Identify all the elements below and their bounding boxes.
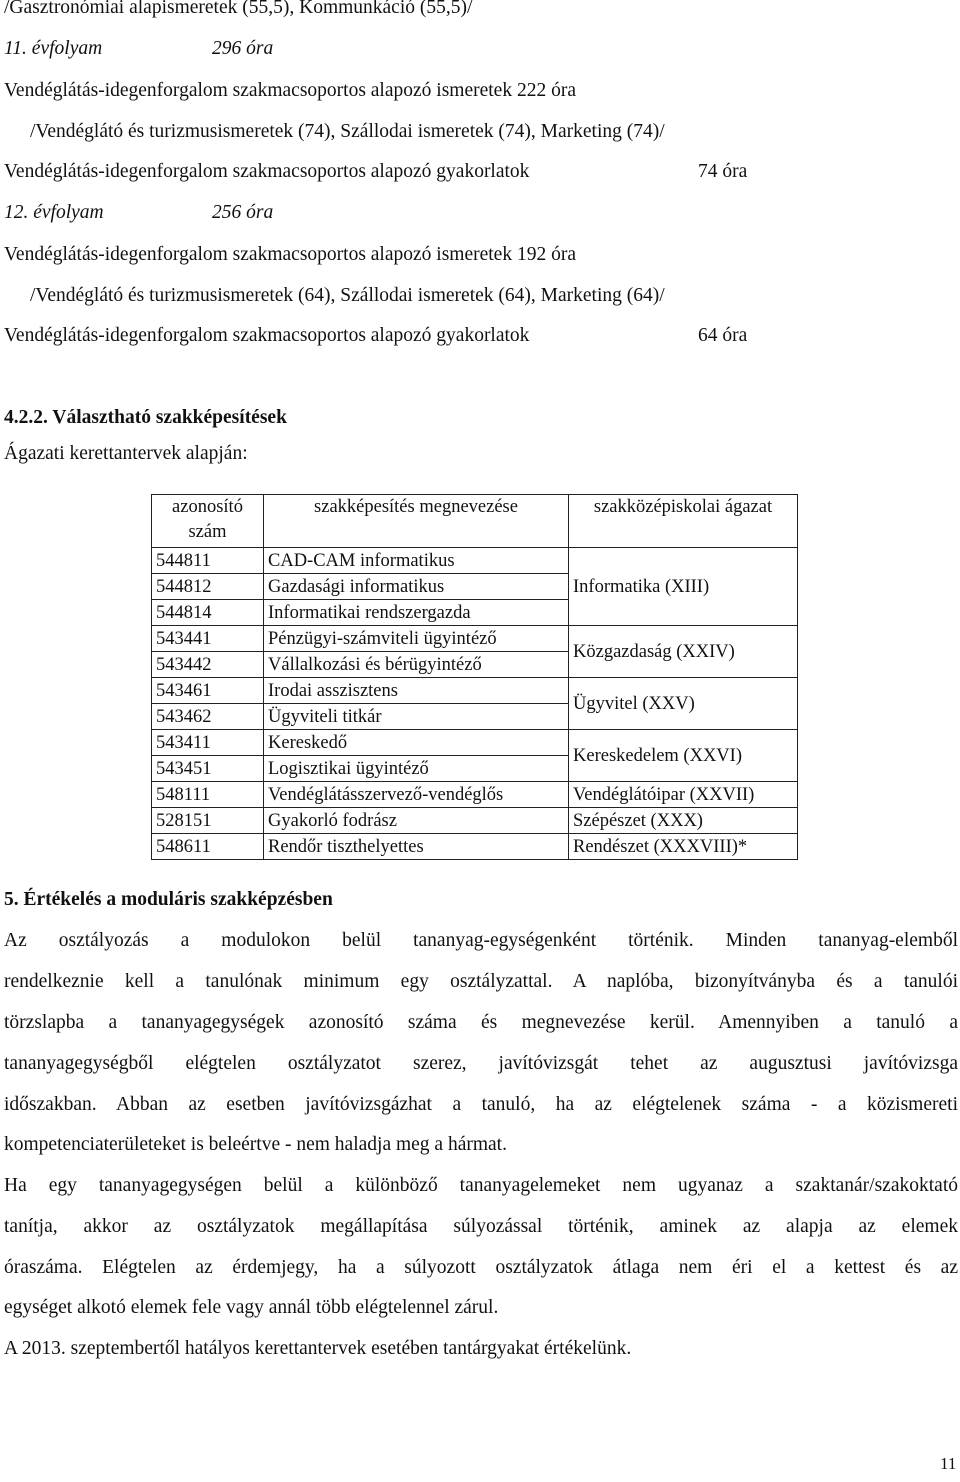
cell-name: Vendéglátásszervező-vendéglős (264, 782, 569, 808)
cell-name: Kereskedő (264, 730, 569, 756)
paragraph-3: A 2013. szeptembertől hatályos kerettantervek esetében tantárgyakat értékelünk. (4, 1338, 632, 1359)
table-row (152, 834, 798, 860)
grade-11-hours: 296 óra (212, 38, 274, 59)
paragraph-1-line: törzslapba a tananyagegységek azonosító száma és megnevezése kerül. Amennyiben a tanuló a (4, 1012, 958, 1033)
paragraph-1-line: rendelkeznie kell a tanulónak minimum egy osztályzattal. A naplóba, bizonyítványba és a tanulói (4, 971, 958, 992)
cell-name: Pénzügyi-számviteli ügyintéző (264, 626, 569, 652)
cell-id: 543411 (152, 730, 264, 756)
cell-id: 544811 (152, 548, 264, 574)
cell-name: CAD-CAM informatikus (264, 548, 569, 574)
cell-name: Logisztikai ügyintéző (264, 756, 569, 782)
header-name: szakképesítés megnevezése (264, 495, 569, 548)
cell-id: 543442 (152, 652, 264, 678)
grade-11-theory: Vendéglátás-idegenforgalom szakmacsoportos alapozó ismeretek 222 óra (4, 80, 576, 101)
grade-11-theory-breakdown: /Vendéglátó és turizmusismeretek (74), Szállodai ismeretek (74), Marketing (74)/ (30, 121, 665, 142)
cell-id: 543441 (152, 626, 264, 652)
table-row (152, 808, 798, 834)
cell-name: Gazdasági informatikus (264, 574, 569, 600)
section-intro: Ágazati kerettantervek alapján: (4, 443, 248, 464)
grade-12-practice-hours: 64 óra (698, 325, 748, 346)
cell-sector: Informatika (XIII) (569, 548, 798, 626)
paragraph-1-line: kompetenciaterületeket is beleértve - nem haladja meg a hármat. (4, 1134, 507, 1155)
cell-name: Ügyviteli titkár (264, 704, 569, 730)
cell-name: Informatikai rendszergazda (264, 600, 569, 626)
grade-11-practice-hours: 74 óra (698, 161, 748, 182)
cell-sector: Rendészet (XXXVIII)* (569, 834, 798, 860)
table-row (152, 730, 798, 756)
page-number: 11 (940, 1454, 957, 1473)
cell-id: 543461 (152, 678, 264, 704)
cell-id: 528151 (152, 808, 264, 834)
section-heading-5: 5. Értékelés a moduláris szakképzésben (4, 889, 333, 910)
paragraph-2-line: tanítja, akkor az osztályzatok megállapítása súlyozással történik, aminek az alapja az elemek (4, 1216, 958, 1237)
cell-id: 544812 (152, 574, 264, 600)
cell-sector: Közgazdaság (XXIV) (569, 626, 798, 678)
cell-name: Gyakorló fodrász (264, 808, 569, 834)
grade-12-hours: 256 óra (212, 202, 274, 223)
cell-name: Rendőr tiszthelyettes (264, 834, 569, 860)
header-sector: szakközépiskolai ágazat (569, 495, 798, 548)
paragraph-1-line: tananyagegységből elégtelen osztályzatot szerez, javítóvizsgát tehet az augusztusi javítóvizsga (4, 1053, 958, 1074)
grade-12-practice: Vendéglátás-idegenforgalom szakmacsoportos alapozó gyakorlatok (4, 325, 530, 346)
cell-sector: Vendéglátóipar (XXVII) (569, 782, 798, 808)
paragraph-1-line: Az osztályozás a modulokon belül tananyag-egységenként történik. Minden tananyag-elemből (4, 930, 958, 951)
cell-name: Vállalkozási és bérügyintéző (264, 652, 569, 678)
qualifications-table (151, 494, 798, 860)
subject-line: /Gasztronómiai alapismeretek (55,5), Kommunkáció (55,5)/ (4, 0, 473, 18)
grade-11-practice: Vendéglátás-idegenforgalom szakmacsoportos alapozó gyakorlatok (4, 161, 530, 182)
section-heading-4-2-2: 4.2.2. Választható szakképesítések (4, 407, 287, 428)
grade-12-label: 12. évfolyam (4, 202, 104, 223)
cell-id: 543462 (152, 704, 264, 730)
table-row (152, 678, 798, 704)
cell-id: 548111 (152, 782, 264, 808)
cell-sector: Ügyvitel (XXV) (569, 678, 798, 730)
cell-id: 544814 (152, 600, 264, 626)
cell-sector: Kereskedelem (XXVI) (569, 730, 798, 782)
paragraph-2-line: óraszáma. Elégtelen az érdemjegy, ha a súlyozott osztályzatok átlaga nem éri el a kettest és az (4, 1257, 958, 1278)
cell-sector: Szépészet (XXX) (569, 808, 798, 834)
grade-12-theory: Vendéglátás-idegenforgalom szakmacsoportos alapozó ismeretek 192 óra (4, 244, 576, 265)
paragraph-2-line: egységet alkotó elemek fele vagy annál több elégtelennel zárul. (4, 1297, 499, 1318)
table-row (152, 626, 798, 652)
cell-id: 548611 (152, 834, 264, 860)
grade-12-theory-breakdown: /Vendéglátó és turizmusismeretek (64), Szállodai ismeretek (64), Marketing (64)/ (30, 285, 665, 306)
table-row (152, 548, 798, 574)
paragraph-2-line: Ha egy tananyagegységen belül a különböző tananyagelemeket nem ugyanaz a szaktanár/szakoktató (4, 1175, 958, 1196)
paragraph-1-line: időszakban. Abban az esetben javítóvizsgázhat a tanuló, ha az elégtelenek száma - a közismereti (4, 1094, 958, 1115)
table-header-row (152, 495, 798, 548)
table-row (152, 782, 798, 808)
cell-name: Irodai asszisztens (264, 678, 569, 704)
cell-id: 543451 (152, 756, 264, 782)
grade-11-label: 11. évfolyam (4, 38, 103, 59)
header-id: azonosító szám (152, 495, 264, 548)
